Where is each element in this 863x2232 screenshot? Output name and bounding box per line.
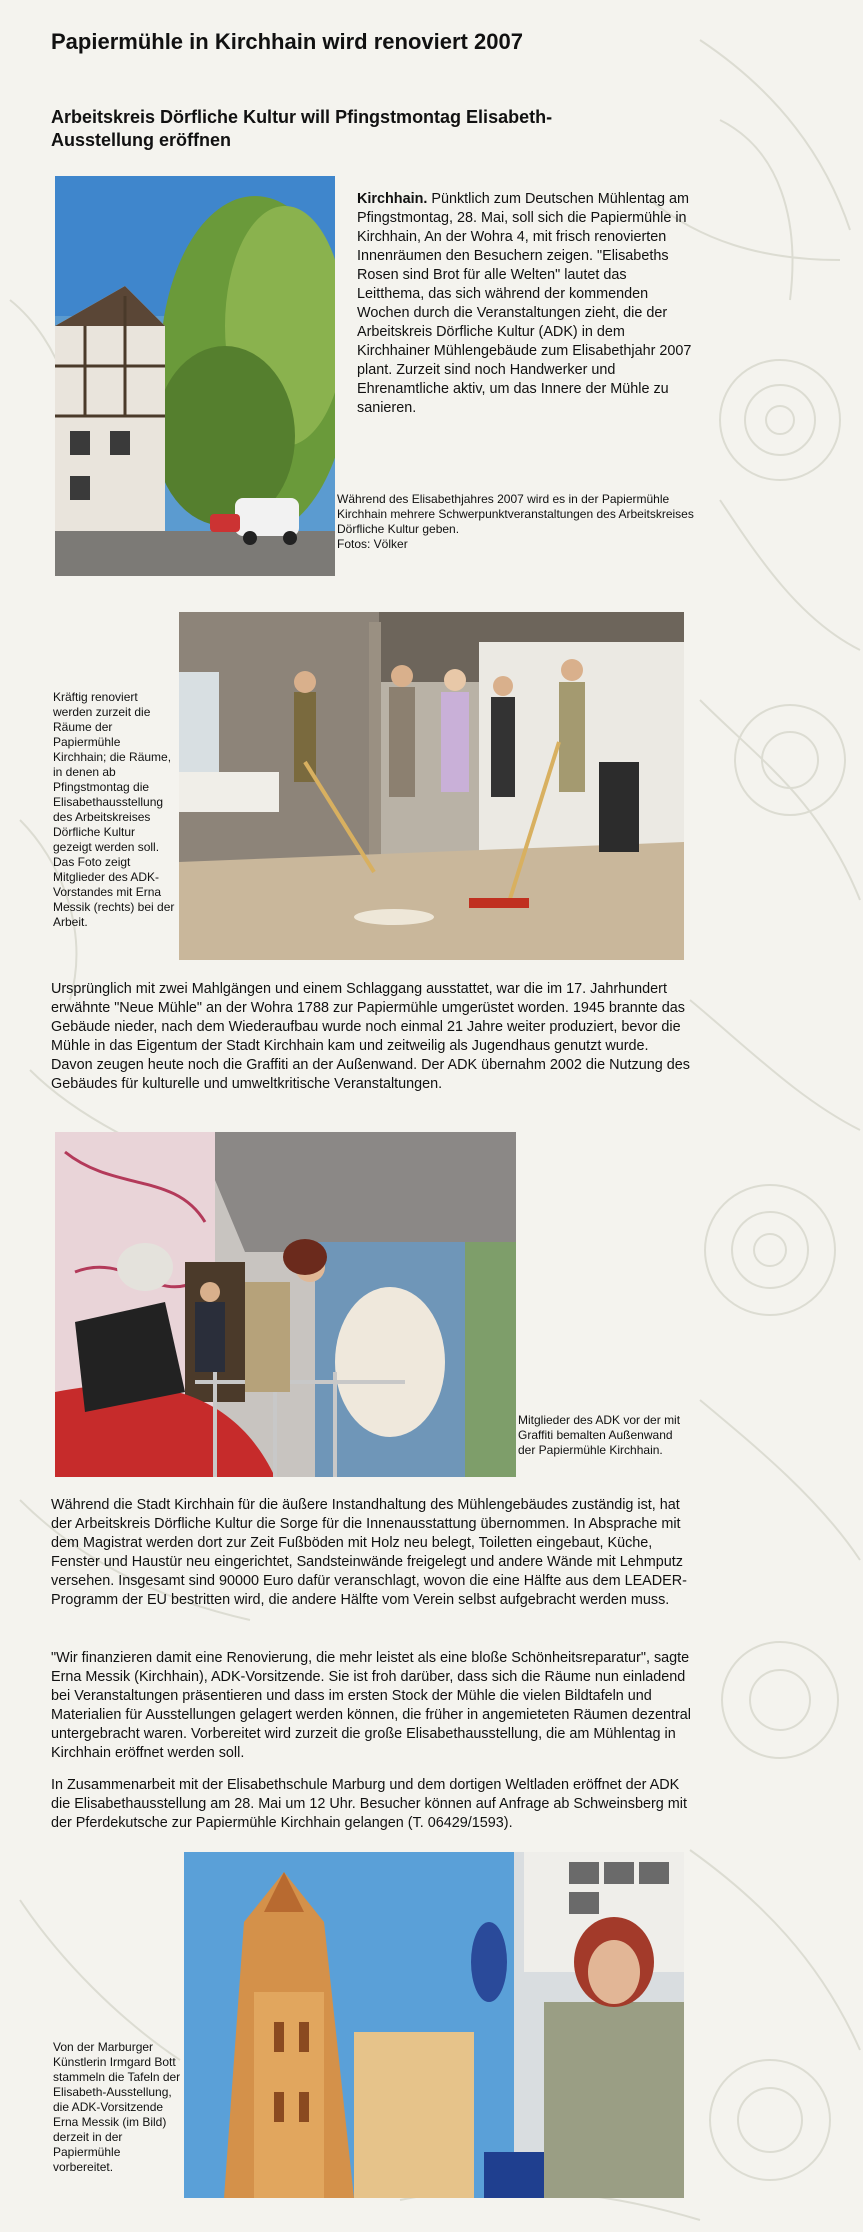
photo-caption-2: Kräftig renoviert werden zurzeit die Räume der Papiermühle Kirchhain; die Räume, in denen ab Pfingstmontag die Elisabethausstellung des Arbeitskreises Dörfliche Kultur gezeigt werden soll. Das Foto zeigt Mitglieder des ADK-Vorstandes mit Erna Messik (rechts) bei der Arbeit. — [53, 690, 175, 929]
photo-mill-exterior — [55, 176, 335, 576]
lead-place: Kirchhain. — [357, 191, 428, 207]
photo-exhibition-panels — [184, 1852, 684, 2198]
page-title: Papiermühle in Kirchhain wird renoviert 2007 — [51, 29, 523, 54]
paragraph-history: Ursprünglich mit zwei Mahlgängen und einem Schlaggang ausstattet, war die im 17. Jahrhundert erwähnte "Neue Mühle" an der Wohra 1788 zur Papiermühle umgerüstet worden. 1945 brannte das Gebäude nieder, nach dem Wiederaufbau wurde noch einmal 21 Jahre weiter produziert, bevor die Mühle in das Eigentum der Stadt Kirchhain kam und zeitweilig als Jugendhaus genutzt wurde. Davon zeugen heute noch die Graffiti an der Außenwand. Der ADK übernahm 2002 die Nutzung des Gebäudes für kulturelle und umweltkritische Veranstaltungen. — [51, 981, 690, 1092]
photo-interior-renovation — [179, 612, 684, 960]
paragraph-quote: "Wir finanzieren damit eine Renovierung, die mehr leistet als eine bloße Schönheitsreparatur", sagte Erna Messik (Kirchhain), ADK-Vorsitzende. Sie ist froh darüber, dass sich die Räume nun einladend bei Veranstaltungen präsentieren und dass im ersten Stock der Mühle die vielen Bildtafeln und Materialien für Ausstellungen gelagert werden können, die früher in angemieteten Räumen dezentral untergebracht waren. Vorbereitet wird zurzeit die große Elisabethausstellung, die am Mühlentag in Kirchhain eröffnet werden soll. — [51, 1650, 691, 1761]
caption-1-credit: Fotos: Völker — [337, 537, 408, 551]
photo-caption-4: Von der Marburger Künstlerin Irmgard Bott stammeln die Tafeln der Elisabeth-Ausstellung, die ADK-Vorsitzende Erna Messik (im Bild) derzeit in der Papiermühle vorbereitet. — [53, 2040, 181, 2174]
paragraph-opening: In Zusammenarbeit mit der Elisabethschule Marburg und dem dortigen Weltladen eröffnet der ADK die Elisabethausstellung am 28. Mai um 12 Uhr. Besucher können auf Anfrage ab Schweinsberg mit der Pferdekutsche zur Papiermühle Kirchhain gelangen (T. 06429/1593). — [51, 1777, 687, 1831]
photo-caption-3: Mitglieder des ADK vor der mit Graffiti bemalten Außenwand der Papiermühle Kirchhain. — [518, 1413, 681, 1457]
photo-caption-1 — [337, 492, 697, 552]
lead-text: Pünktlich zum Deutschen Mühlentag am Pfingstmontag, 28. Mai, soll sich die Papiermühle in Kirchhain, An der Wohra 4, mit frisch renovierten Innenräumen den Besuchern zeigen. "Elisabeths Rosen sind Brot für alle Welten" lautet das Leitthema, das sich während der kommenden Wochen durch die Veranstaltungen zieht, die der Arbeitskreis Dörfliche Kultur (ADK) in dem Kirchhainer Mühlengebäude zum Elisabethjahr 2007 plant. Zurzeit sind noch Handwerker und Ehrenamtliche aktiv, um das Innere der Mühle zu sanieren. — [357, 191, 692, 416]
caption-1-text: Während des Elisabethjahres 2007 wird es in der Papiermühle Kirchhain mehrere Schwerpunktveranstaltungen des Arbeitskreises Dörfliche Kultur geben. — [337, 492, 694, 536]
paragraph-renovation: Während die Stadt Kirchhain für die äußere Instandhaltung des Mühlengebäudes zuständig ist, hat der Arbeitskreis Dörfliche Kultur die Sorge für die Innenausstattung übernommen. In Absprache mit dem Magistrat werden dort zur Zeit Fußböden mit Holz neu belegt, Toiletten eingebaut, Küche, Fenster und Haustür neu eingerichtet, Sandsteinwände freigelegt und andere Wände mit Lehmputz versehen. Insgesamt sind 90000 Euro dafür veranschlagt, wovon die eine Hälfte aus dem LEADER-Programm der EU bestritten wird, die andere Hälfte vom Verein selbst aufgebracht werden muss. — [51, 1497, 687, 1608]
page-subtitle: Arbeitskreis Dörfliche Kultur will Pfingstmontag Elisabeth-Ausstellung eröffnen — [51, 107, 553, 150]
lead-paragraph — [357, 190, 692, 418]
photo-graffiti-wall — [55, 1132, 516, 1477]
